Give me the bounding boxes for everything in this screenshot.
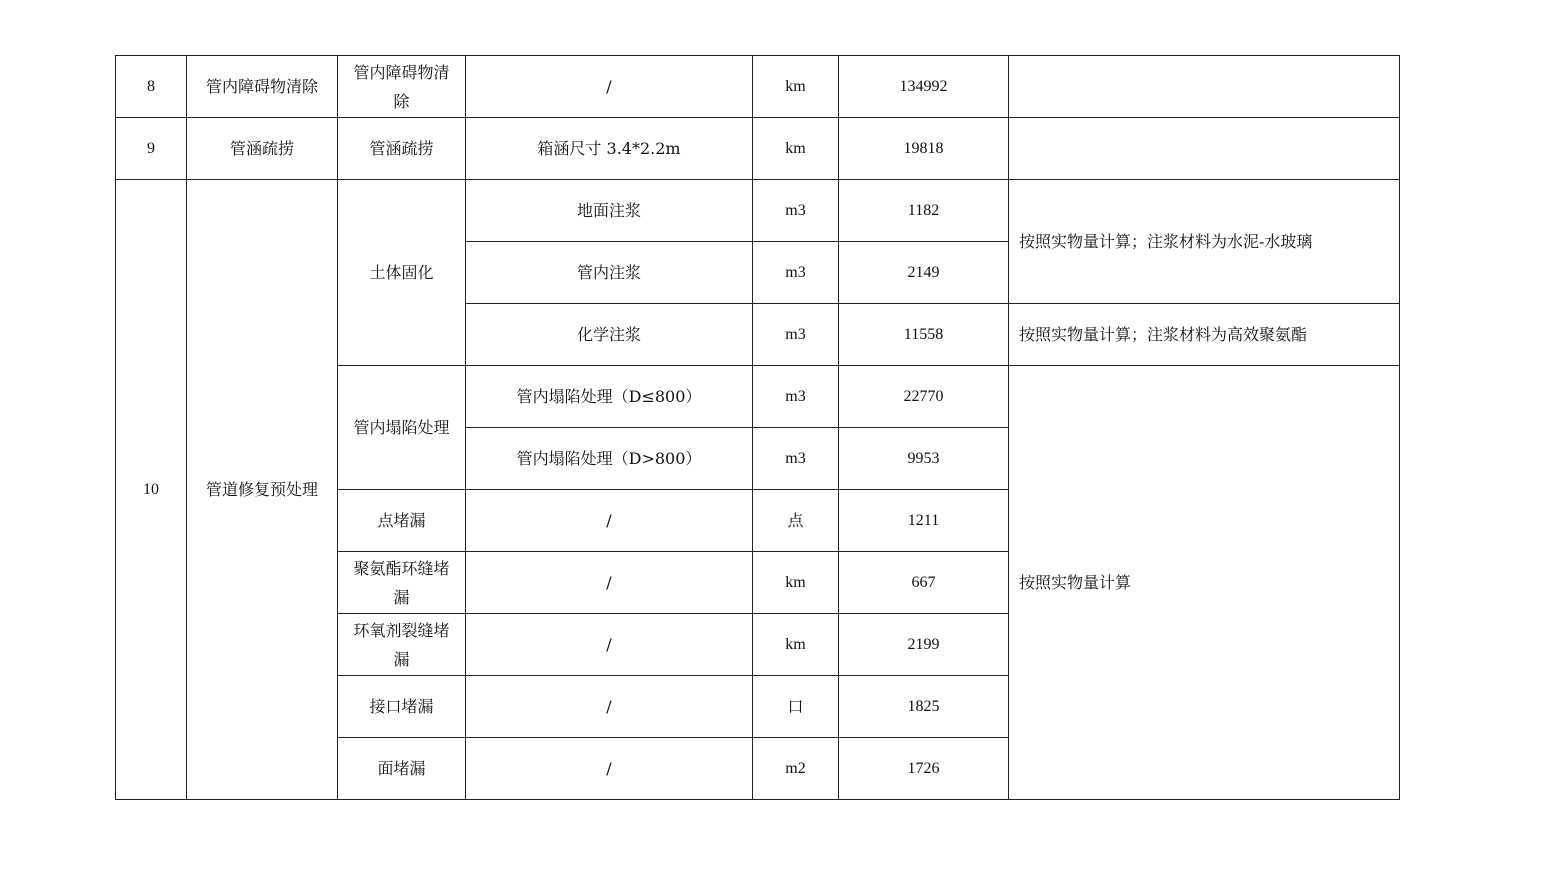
quantity: 134992 (839, 56, 1009, 118)
quantity: 2199 (839, 614, 1009, 676)
spec: 化学注浆 (466, 304, 753, 366)
unit: km (753, 552, 839, 614)
row-number: 9 (116, 118, 187, 180)
unit: 点 (753, 490, 839, 552)
quantity: 667 (839, 552, 1009, 614)
sub-item-name: 管内障碍物清除 (338, 56, 466, 118)
sub-item-name: 管涵疏捞 (338, 118, 466, 180)
spec: 管内塌陷处理（D>800） (466, 428, 753, 490)
spec: / (466, 490, 753, 552)
unit: 口 (753, 676, 839, 738)
table-row-10-ground-grouting (116, 180, 1400, 242)
row-number: 10 (116, 180, 187, 800)
note (1009, 56, 1400, 118)
item-name: 管道修复预处理 (187, 180, 338, 800)
quantity: 22770 (839, 366, 1009, 428)
spec: 地面注浆 (466, 180, 753, 242)
sub-item-name: 聚氨酯环缝堵漏 (338, 552, 466, 614)
table-row-9 (116, 118, 1400, 180)
unit: m3 (753, 304, 839, 366)
note (1009, 118, 1400, 180)
unit: km (753, 614, 839, 676)
spec: 管内注浆 (466, 242, 753, 304)
quantity: 1726 (839, 738, 1009, 800)
quantity: 2149 (839, 242, 1009, 304)
unit: m3 (753, 428, 839, 490)
spec: / (466, 552, 753, 614)
quantity-table (115, 55, 1400, 800)
spec: 箱涵尺寸 3.4*2.2m (466, 118, 753, 180)
unit: m3 (753, 366, 839, 428)
quantity: 9953 (839, 428, 1009, 490)
quantity: 11558 (839, 304, 1009, 366)
unit: km (753, 118, 839, 180)
sub-item-name: 土体固化 (338, 180, 466, 366)
item-name: 管涵疏捞 (187, 118, 338, 180)
spec: 管内塌陷处理（D≤800） (466, 366, 753, 428)
sub-item-name: 管内塌陷处理 (338, 366, 466, 490)
quantity: 1825 (839, 676, 1009, 738)
spec: / (466, 738, 753, 800)
spec: / (466, 614, 753, 676)
sub-item-name: 环氧剂裂缝堵漏 (338, 614, 466, 676)
item-name: 管内障碍物清除 (187, 56, 338, 118)
unit: m3 (753, 180, 839, 242)
sub-item-name: 面堵漏 (338, 738, 466, 800)
note: 按照实物量计算；注浆材料为高效聚氨酯 (1009, 304, 1400, 366)
unit: m3 (753, 242, 839, 304)
spec: / (466, 676, 753, 738)
quantity: 1211 (839, 490, 1009, 552)
quantity: 19818 (839, 118, 1009, 180)
unit: m2 (753, 738, 839, 800)
note: 按照实物量计算；注浆材料为水泥-水玻璃 (1009, 180, 1400, 304)
note: 按照实物量计算 (1009, 366, 1400, 800)
table-row-8 (116, 56, 1400, 118)
unit: km (753, 56, 839, 118)
quantity: 1182 (839, 180, 1009, 242)
sub-item-name: 接口堵漏 (338, 676, 466, 738)
row-number: 8 (116, 56, 187, 118)
sub-item-name: 点堵漏 (338, 490, 466, 552)
spec: / (466, 56, 753, 118)
